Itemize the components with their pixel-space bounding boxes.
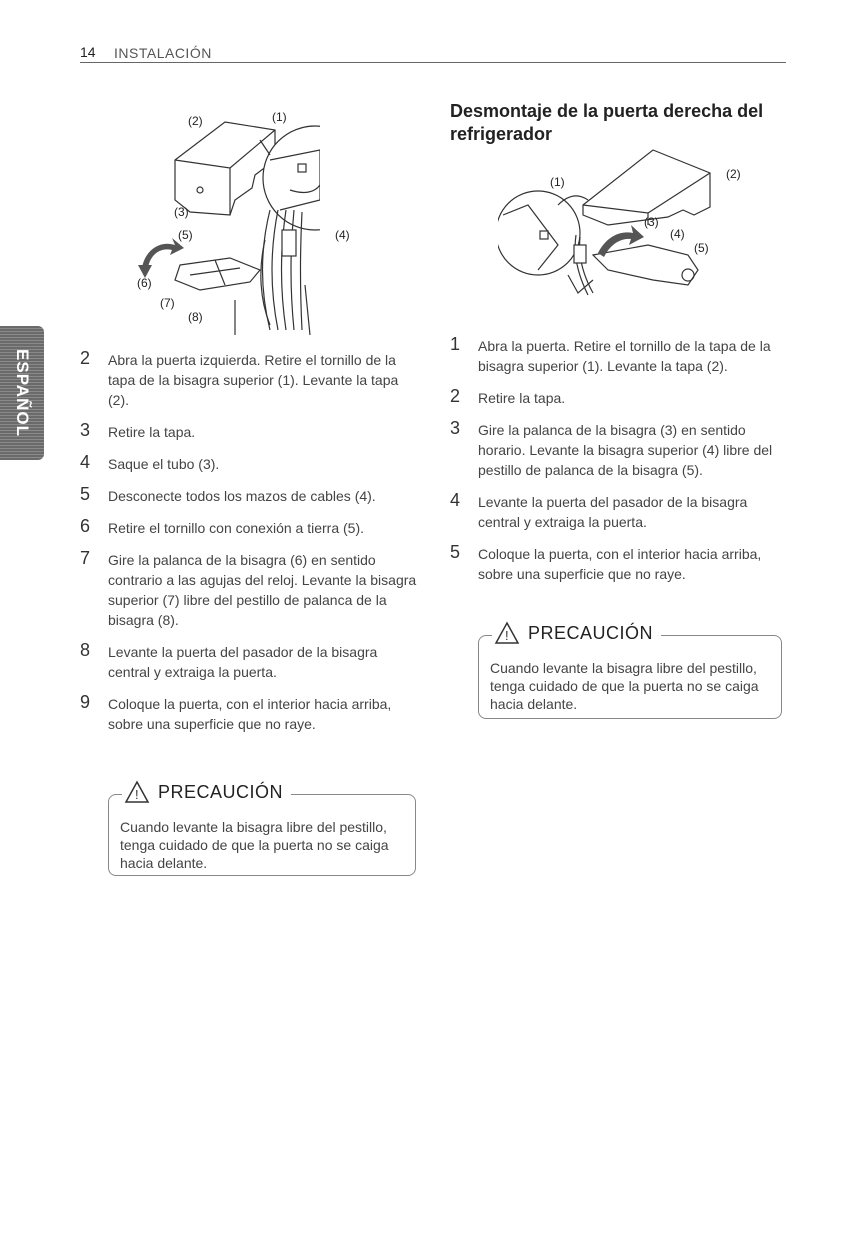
warning-icon xyxy=(124,780,150,804)
step-number: 9 xyxy=(80,692,91,712)
page-number: 14 xyxy=(80,44,96,60)
callout-3: (3) xyxy=(174,205,189,219)
step-number: 3 xyxy=(450,418,461,438)
callout-2: (2) xyxy=(726,167,741,181)
left-steps-list xyxy=(80,350,418,746)
step-item xyxy=(80,694,418,734)
step-number: 7 xyxy=(80,548,91,568)
svg-text:!: ! xyxy=(504,628,510,643)
step-text: Gire la palanca de la bisagra (6) en sentido contrario a las agujas del reloj. Levante la bisagra superior (7) libre del pestillo de palanca de la bisagra (8). xyxy=(108,552,417,628)
callout-1: (1) xyxy=(272,110,287,124)
step-item xyxy=(80,486,418,506)
step-item xyxy=(450,544,785,584)
callout-5: (5) xyxy=(694,241,709,255)
caution-box-left xyxy=(108,780,416,876)
step-number: 4 xyxy=(450,490,461,510)
step-item xyxy=(80,350,418,410)
caution-title xyxy=(122,780,291,804)
step-number: 4 xyxy=(80,452,91,472)
callout-2: (2) xyxy=(188,114,203,128)
section-heading: Desmontaje de la puerta derecha del refrigerador xyxy=(450,101,764,144)
step-number: 2 xyxy=(450,386,461,406)
step-item xyxy=(80,422,418,442)
step-text: Abra la puerta izquierda. Retire el tornillo de la tapa de la bisagra superior (1). Levante la tapa (2). xyxy=(108,352,399,408)
callout-6: (6) xyxy=(137,276,152,290)
step-text: Coloque la puerta, con el interior hacia arriba, sobre una superficie que no raye. xyxy=(108,696,392,732)
language-tab xyxy=(0,326,44,460)
caution-text: Cuando levante la bisagra libre del pestillo, tenga cuidado de que la puerta no se caiga hacia delante. xyxy=(120,819,389,871)
step-text: Retire la tapa. xyxy=(478,390,566,406)
callout-5: (5) xyxy=(178,228,193,242)
caution-text: Cuando levante la bisagra libre del pestillo, tenga cuidado de que la puerta no se caiga hacia delante. xyxy=(490,660,759,712)
caution-title xyxy=(492,621,661,645)
caution-title-text: PRECAUCIÓN xyxy=(528,622,654,643)
step-number: 3 xyxy=(80,420,91,440)
step-number: 1 xyxy=(450,334,461,354)
callout-4: (4) xyxy=(335,228,350,242)
caution-box-right xyxy=(478,621,782,719)
step-text: Retire el tornillo con conexión a tierra (5). xyxy=(108,520,365,536)
step-item xyxy=(450,492,785,532)
left-hinge-drawing xyxy=(120,100,320,335)
step-item xyxy=(80,642,418,682)
step-item xyxy=(450,336,785,376)
step-text: Abra la puerta. Retire el tornillo de la tapa de la bisagra superior (1). Levante la tapa (2). xyxy=(478,338,771,374)
step-text: Retire la tapa. xyxy=(108,424,196,440)
step-text: Levante la puerta del pasador de la bisagra central y extraiga la puerta. xyxy=(478,494,748,530)
step-number: 5 xyxy=(80,484,91,504)
step-item xyxy=(80,454,418,474)
step-text: Desconecte todos los mazos de cables (4). xyxy=(108,488,376,504)
right-hinge-illustration xyxy=(498,145,758,300)
caution-title-text: PRECAUCIÓN xyxy=(158,781,284,802)
step-item xyxy=(450,420,785,480)
callout-1: (1) xyxy=(550,175,565,189)
step-item xyxy=(80,550,418,630)
section-title: INSTALACIÓN xyxy=(114,45,212,61)
warning-icon xyxy=(494,621,520,645)
callout-4: (4) xyxy=(670,227,685,241)
step-number: 5 xyxy=(450,542,461,562)
svg-text:!: ! xyxy=(134,787,140,802)
right-hinge-drawing xyxy=(498,145,758,300)
step-text: Levante la puerta del pasador de la bisagra central y extraiga la puerta. xyxy=(108,644,378,680)
language-tab-label: ESPAÑOL xyxy=(13,349,32,437)
page-header xyxy=(80,44,786,63)
step-text: Coloque la puerta, con el interior hacia arriba, sobre una superficie que no raye. xyxy=(478,546,762,582)
step-number: 2 xyxy=(80,348,91,368)
step-text: Saque el tubo (3). xyxy=(108,456,220,472)
step-number: 8 xyxy=(80,640,91,660)
step-number: 6 xyxy=(80,516,91,536)
step-item xyxy=(80,518,418,538)
right-steps-list xyxy=(450,336,785,596)
left-hinge-illustration xyxy=(120,100,350,335)
step-item xyxy=(450,388,785,408)
callout-8: (8) xyxy=(188,310,203,324)
callout-7: (7) xyxy=(160,296,175,310)
step-text: Gire la palanca de la bisagra (3) en sentido horario. Levante la bisagra superior (4) libre del pestillo de palanca de la bisagra (5). xyxy=(478,422,773,478)
callout-3: (3) xyxy=(644,215,659,229)
